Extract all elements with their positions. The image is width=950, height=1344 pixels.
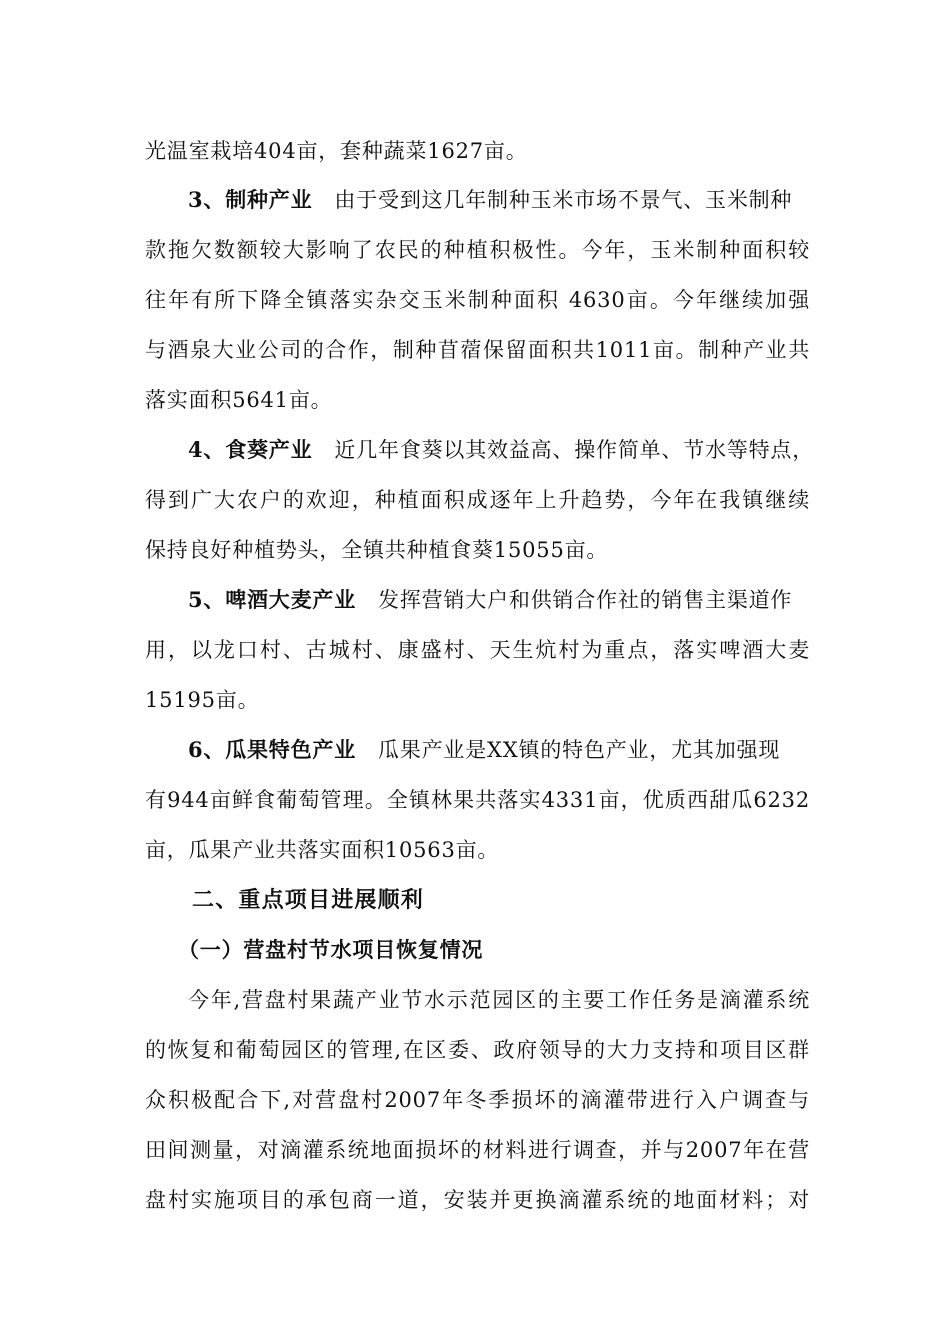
text-line: 款拖欠数额较大影响了农民的种植积极性。今年，玉米制种面积较 [145, 238, 810, 262]
section-4-first-line [188, 436, 853, 464]
text-line: 的恢复和葡萄园区的管理,在区委、政府领导的大力支持和项目区群 [145, 1038, 810, 1062]
text-line: 15195亩。 [145, 688, 260, 712]
section-heading: 二、重点项目进展顺利 [192, 887, 425, 913]
section-title-sunflower-industry: 4、食葵产业 [188, 437, 313, 462]
text-line: 光温室栽培404亩，套种蔬菜1627亩。 [145, 139, 528, 163]
text-line: 由于受到这几年制种玉米市场不景气、玉米制种 [334, 188, 793, 212]
section-3-first-line [188, 186, 853, 214]
text-line: 用，以龙口村、古城村、康盛村、天生炕村为重点，落实啤酒大麦 [145, 638, 810, 662]
section-title-seed-industry: 3、制种产业 [188, 187, 313, 212]
text-line: 亩，瓜果产业共落实面积10563亩。 [145, 838, 500, 862]
text-line: 近几年食葵以其效益高、操作简单、节水等特点， [334, 438, 815, 462]
text-line: 落实面积5641亩。 [145, 388, 333, 412]
text-line: 今年,营盘村果蔬产业节水示范园区的主要工作任务是滴灌系统 [188, 988, 810, 1012]
section-6-first-line [188, 736, 853, 764]
subsection-heading: （一）营盘村节水项目恢复情况 [178, 937, 484, 962]
text-line: 往年有所下降全镇落实杂交玉米制种面积 4630亩。今年继续加强 [145, 288, 810, 312]
text-line: 与酒泉大业公司的合作，制种苜蓿保留面积共1011亩。制种产业共 [145, 338, 810, 362]
text-line: 盘村实施项目的承包商一道，安装并更换滴灌系统的地面材料；对 [145, 1188, 810, 1212]
text-line: 得到广大农户的欢迎，种植面积成逐年上升趋势，今年在我镇继续 [145, 488, 810, 512]
section-title-barley-industry: 5、啤酒大麦产业 [188, 587, 357, 612]
section-5-first-line [188, 586, 853, 614]
section-title-fruit-industry: 6、瓜果特色产业 [188, 737, 357, 762]
text-line: 众积极配合下,对营盘村2007年冬季损坏的滴灌带进行入户调查与 [145, 1088, 810, 1112]
text-line: 发挥营销大户和供销合作社的销售主渠道作 [378, 588, 793, 612]
text-line: 有944亩鲜食葡萄管理。全镇林果共落实4331亩，优质西甜瓜6232 [145, 788, 810, 812]
text-line: 田间测量，对滴灌系统地面损坏的材料进行调查，并与2007年在营 [145, 1138, 810, 1162]
text-line: 保持良好种植势头，全镇共种植食葵15055亩。 [145, 538, 609, 562]
text-line: 瓜果产业是XX镇的特色产业，尤其加强现 [378, 738, 781, 762]
